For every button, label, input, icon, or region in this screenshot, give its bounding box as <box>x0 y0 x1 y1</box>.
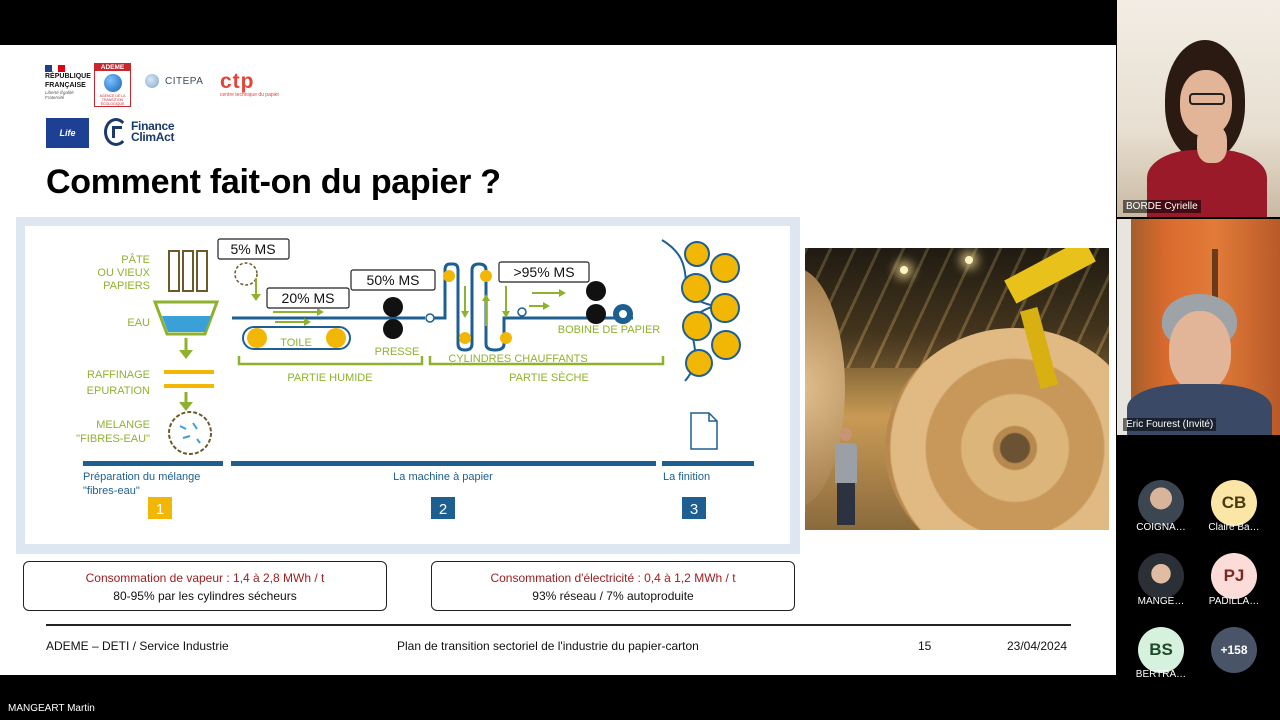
ms-5-label: 5% MS <box>230 241 276 257</box>
finishing-rolls-icon <box>662 240 740 381</box>
participant-name: Eric Fourest (Invité) <box>1123 418 1216 431</box>
avatar-bertra[interactable]: BS <box>1138 627 1184 673</box>
avatar-label: PADILLA… <box>1208 596 1260 607</box>
paper-process-diagram <box>16 217 800 554</box>
label-eau: EAU <box>127 317 150 329</box>
footer-divider <box>46 624 1071 626</box>
footer-page-number: 15 <box>918 639 932 653</box>
bobine-label: BOBINE DE PAPIER <box>557 324 661 336</box>
paper-mill-photo <box>805 248 1109 530</box>
stage3-number: 3 <box>689 501 699 518</box>
label-ou-vieux: OU VIEUX <box>97 267 150 279</box>
more-participants-button[interactable]: +158 <box>1211 627 1257 673</box>
label-raffinage: RAFFINAGE <box>87 369 150 381</box>
ms-95-label: >95% MS <box>513 264 575 280</box>
partie-humide-label: PARTIE HUMIDE <box>287 372 373 384</box>
stage1-number: 1 <box>155 501 165 518</box>
ademe-logo: ADEME AGENCE DE LA TRANSITION ÉCOLOGIQUE <box>94 63 131 107</box>
label-pate: PÂTE <box>121 254 150 266</box>
slide-title: Comment fait-on du papier ? <box>46 163 501 201</box>
label-papiers: PAPIERS <box>103 280 150 292</box>
footer-presentation-title: Plan de transition sectoriel de l'industrie du papier-carton <box>397 639 699 653</box>
label-epuration: EPURATION <box>86 385 150 397</box>
presenter-name: MANGEART Martin <box>8 703 95 714</box>
label-fibres-eau: "FIBRES-EAU" <box>76 433 150 445</box>
stage2-label: La machine à papier <box>393 471 493 483</box>
water-tank-icon <box>155 302 217 334</box>
paper-sheet-icon <box>691 413 717 449</box>
pulp-drop-icon <box>235 263 257 285</box>
presse-label: PRESSE <box>374 346 420 358</box>
partie-seche-label: PARTIE SÈCHE <box>509 372 589 384</box>
avatar-coigna[interactable] <box>1138 480 1184 526</box>
eu-life-logo: Life <box>46 118 89 148</box>
avatar-claire-ba[interactable]: CB <box>1211 480 1257 526</box>
ms-50-label: 50% MS <box>366 272 420 288</box>
pulp-bales-icon <box>169 251 207 291</box>
cylindres-label: CYLINDRES CHAUFFANTS <box>448 353 588 365</box>
avatar-mange[interactable] <box>1138 553 1184 599</box>
steam-consumption-box: Consommation de vapeur : 1,4 à 2,8 MWh / t 80-95% par les cylindres sécheurs <box>23 561 387 611</box>
stage1-label-line1: Préparation du mélange <box>83 471 201 483</box>
participant-name: BORDE Cyrielle <box>1123 200 1201 213</box>
avatar-label: BERTRA… <box>1135 669 1187 680</box>
avatar-label: Claire Ba… <box>1208 522 1260 533</box>
republique-francaise-logo: RÉPUBLIQUE FRANÇAISE Liberté Égalité Fraternité <box>45 65 93 105</box>
avatar-label: COIGNA… <box>1136 522 1186 533</box>
avatar-padilla[interactable]: PJ <box>1211 553 1257 599</box>
toile-label: TOILE <box>280 337 312 349</box>
stage2-number: 2 <box>438 501 448 518</box>
ctp-logo: ctp centre technique du papier <box>220 70 280 98</box>
video-tile-eric-fourest[interactable] <box>1117 219 1280 435</box>
stage1-label-line2: "fibres-eau" <box>83 485 140 497</box>
electricity-consumption-box: Consommation d'électricité : 0,4 à 1,2 MWh / t 93% réseau / 7% autoproduite <box>431 561 795 611</box>
stage3-label: La finition <box>663 471 711 483</box>
avatar-label: MANGE… <box>1137 596 1185 607</box>
ms-20-label: 20% MS <box>281 290 335 306</box>
label-melange: MELANGE <box>96 419 150 431</box>
citepa-logo: CITEPA <box>145 74 203 88</box>
shared-slide <box>0 45 1116 675</box>
fiber-mix-icon <box>169 412 211 454</box>
video-tile-borde-cyrielle[interactable] <box>1117 0 1280 217</box>
footer-organisation: ADEME – DETI / Service Industrie <box>46 639 229 653</box>
footer-date: 23/04/2024 <box>1007 639 1068 653</box>
finance-climact-logo: Finance ClimAct <box>104 118 174 146</box>
